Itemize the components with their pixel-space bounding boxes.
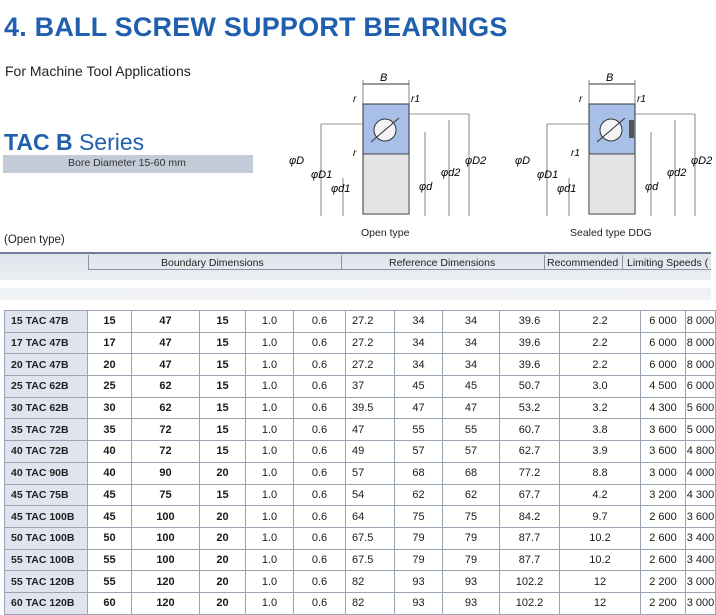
cell-s1: 6 000 bbox=[641, 311, 686, 333]
cell-s1: 2 600 bbox=[641, 527, 686, 549]
header-separator bbox=[544, 255, 545, 269]
cell-d1: 67.5 bbox=[346, 549, 395, 571]
series-suffix: Series bbox=[72, 129, 145, 155]
cell-d: 47 bbox=[132, 354, 200, 376]
series-name: TAC B bbox=[4, 129, 73, 155]
cell-d1: 47 bbox=[346, 419, 395, 441]
table-row bbox=[5, 376, 716, 398]
cell-model: 55 TAC 120B bbox=[5, 571, 88, 593]
open-label-r: r bbox=[353, 94, 357, 105]
cell-model: 40 TAC 72B bbox=[5, 441, 88, 463]
cell-r1: 0.6 bbox=[294, 462, 346, 484]
cell-model: 20 TAC 47B bbox=[5, 354, 88, 376]
table-row bbox=[5, 506, 716, 528]
cell-r: 1.0 bbox=[246, 592, 294, 614]
cell-s1: 6 000 bbox=[641, 354, 686, 376]
cell-d1: 34 bbox=[443, 332, 500, 354]
cell-d: 100 bbox=[132, 506, 200, 528]
cell-s2: 3 000 bbox=[686, 592, 716, 614]
cell-d2: 93 bbox=[395, 592, 443, 614]
cell-d2: 68 bbox=[395, 462, 443, 484]
cell-d2: 87.7 bbox=[500, 527, 560, 549]
table-row bbox=[5, 462, 716, 484]
cell-d1: 79 bbox=[443, 549, 500, 571]
cell-b: 15 bbox=[200, 397, 246, 419]
cell-d2: 45 bbox=[395, 376, 443, 398]
cell-d2: 77.2 bbox=[500, 462, 560, 484]
header-separator bbox=[341, 255, 342, 269]
cell-d1: 55 bbox=[443, 419, 500, 441]
cell-d: 47 bbox=[132, 311, 200, 333]
cell-d2: 39.6 bbox=[500, 311, 560, 333]
cell-d1: 93 bbox=[443, 592, 500, 614]
cell-r1: 0.6 bbox=[294, 311, 346, 333]
cell-d: 62 bbox=[132, 376, 200, 398]
table-row bbox=[5, 419, 716, 441]
sealed-label-b: B bbox=[606, 72, 614, 84]
cell-rec: 12 bbox=[560, 571, 641, 593]
header-recommended: Recommended bbox=[547, 257, 619, 269]
cell-d: 45 bbox=[88, 484, 132, 506]
cell-r: 1.0 bbox=[246, 527, 294, 549]
cell-d2: 50.7 bbox=[500, 376, 560, 398]
cell-b: 20 bbox=[200, 506, 246, 528]
cell-d1: 57 bbox=[346, 462, 395, 484]
cell-s2: 5 600 bbox=[686, 397, 716, 419]
cell-d: 20 bbox=[88, 354, 132, 376]
cell-b: 20 bbox=[200, 549, 246, 571]
cell-rec: 3.2 bbox=[560, 397, 641, 419]
cell-s1: 2 600 bbox=[641, 549, 686, 571]
bore-range-text: Bore Diameter 15-60 mm bbox=[68, 157, 186, 169]
sealed-label-d1-inner: φd1 bbox=[557, 183, 577, 195]
cell-d1: 75 bbox=[443, 506, 500, 528]
cell-s1: 3 200 bbox=[641, 484, 686, 506]
sealed-type-caption: Sealed type DDG bbox=[570, 227, 652, 239]
cell-d1: 57 bbox=[443, 441, 500, 463]
cell-s2: 3 400 bbox=[686, 549, 716, 571]
cell-d: 45 bbox=[88, 506, 132, 528]
header-boundary-dimensions: Boundary Dimensions bbox=[161, 257, 264, 269]
cell-d: 50 bbox=[88, 527, 132, 549]
cell-b: 15 bbox=[200, 419, 246, 441]
table-row bbox=[5, 332, 716, 354]
cell-d2: 53.2 bbox=[500, 397, 560, 419]
cell-model: 60 TAC 120B bbox=[5, 592, 88, 614]
cell-r1: 0.6 bbox=[294, 419, 346, 441]
cell-d1: 47 bbox=[443, 397, 500, 419]
open-type-diagram bbox=[289, 72, 486, 216]
cell-model: 50 TAC 100B bbox=[5, 527, 88, 549]
cell-d2: 79 bbox=[395, 549, 443, 571]
cell-d2: 87.7 bbox=[500, 549, 560, 571]
cell-b: 15 bbox=[200, 484, 246, 506]
cell-r: 1.0 bbox=[246, 571, 294, 593]
cell-d: 90 bbox=[132, 462, 200, 484]
open-type-caption: Open type bbox=[361, 227, 410, 239]
table-header bbox=[0, 252, 711, 300]
cell-r: 1.0 bbox=[246, 311, 294, 333]
cell-s1: 6 000 bbox=[641, 332, 686, 354]
cell-b: 15 bbox=[200, 311, 246, 333]
bearing-diagrams bbox=[285, 68, 711, 243]
cell-s2: 6 000 bbox=[686, 376, 716, 398]
cell-r1: 0.6 bbox=[294, 571, 346, 593]
cell-d1: 39.5 bbox=[346, 397, 395, 419]
cell-d2: 55 bbox=[395, 419, 443, 441]
open-type-note: (Open type) bbox=[4, 234, 65, 246]
cell-d2: 47 bbox=[395, 397, 443, 419]
cell-d1: 27.2 bbox=[346, 332, 395, 354]
table-row bbox=[5, 441, 716, 463]
cell-d2: 39.6 bbox=[500, 332, 560, 354]
cell-d1: 62 bbox=[443, 484, 500, 506]
cell-r: 1.0 bbox=[246, 419, 294, 441]
cell-model: 25 TAC 62B bbox=[5, 376, 88, 398]
cell-d2: 93 bbox=[395, 571, 443, 593]
open-label-d1-inner: φd1 bbox=[331, 183, 351, 195]
cell-rec: 10.2 bbox=[560, 527, 641, 549]
cell-d: 72 bbox=[132, 419, 200, 441]
cell-d1: 37 bbox=[346, 376, 395, 398]
sealed-label-r: r bbox=[579, 94, 583, 105]
cell-s2: 8 000 bbox=[686, 311, 716, 333]
cell-b: 20 bbox=[200, 462, 246, 484]
cell-d2: 39.6 bbox=[500, 354, 560, 376]
cell-d2: 34 bbox=[395, 311, 443, 333]
cell-r: 1.0 bbox=[246, 549, 294, 571]
cell-model: 15 TAC 47B bbox=[5, 311, 88, 333]
cell-r: 1.0 bbox=[246, 484, 294, 506]
cell-r: 1.0 bbox=[246, 376, 294, 398]
cell-d: 55 bbox=[88, 571, 132, 593]
bearing-table bbox=[4, 310, 716, 615]
cell-d: 15 bbox=[88, 311, 132, 333]
cell-s1: 3 000 bbox=[641, 462, 686, 484]
cell-rec: 8.8 bbox=[560, 462, 641, 484]
cell-d2: 84.2 bbox=[500, 506, 560, 528]
cell-d1: 27.2 bbox=[346, 311, 395, 333]
cell-model: 35 TAC 72B bbox=[5, 419, 88, 441]
sealed-label-r1-lower: r1 bbox=[571, 148, 580, 159]
cell-r: 1.0 bbox=[246, 462, 294, 484]
cell-s2: 5 000 bbox=[686, 419, 716, 441]
open-label-d2-outer: φD2 bbox=[465, 155, 487, 167]
header-fade-band bbox=[0, 280, 711, 288]
cell-d1: 93 bbox=[443, 571, 500, 593]
cell-rec: 9.7 bbox=[560, 506, 641, 528]
table-row bbox=[5, 571, 716, 593]
header-separator bbox=[88, 255, 89, 269]
table-body bbox=[5, 311, 716, 615]
sealed-label-d1-outer: φD1 bbox=[537, 169, 559, 181]
cell-d: 120 bbox=[132, 592, 200, 614]
cell-r1: 0.6 bbox=[294, 354, 346, 376]
cell-s1: 4 500 bbox=[641, 376, 686, 398]
cell-model: 30 TAC 62B bbox=[5, 397, 88, 419]
cell-s1: 3 600 bbox=[641, 441, 686, 463]
cell-d2: 75 bbox=[395, 506, 443, 528]
cell-r1: 0.6 bbox=[294, 592, 346, 614]
cell-d: 62 bbox=[132, 397, 200, 419]
cell-s1: 3 600 bbox=[641, 419, 686, 441]
cell-r: 1.0 bbox=[246, 441, 294, 463]
cell-r1: 0.6 bbox=[294, 549, 346, 571]
cell-r1: 0.6 bbox=[294, 441, 346, 463]
cell-r1: 0.6 bbox=[294, 332, 346, 354]
cell-r1: 0.6 bbox=[294, 484, 346, 506]
table-row bbox=[5, 354, 716, 376]
cell-d1: 67.5 bbox=[346, 527, 395, 549]
cell-d1: 34 bbox=[443, 311, 500, 333]
cell-d1: 64 bbox=[346, 506, 395, 528]
cell-d: 100 bbox=[132, 527, 200, 549]
cell-rec: 3.0 bbox=[560, 376, 641, 398]
open-label-d-outer: φD bbox=[289, 155, 305, 167]
cell-d: 40 bbox=[88, 441, 132, 463]
cell-d2: 60.7 bbox=[500, 419, 560, 441]
cell-d: 72 bbox=[132, 441, 200, 463]
header-separator bbox=[622, 255, 623, 269]
cell-b: 20 bbox=[200, 571, 246, 593]
cell-d1: 68 bbox=[443, 462, 500, 484]
cell-s2: 4 800 bbox=[686, 441, 716, 463]
sealed-label-d2-outer: φD2 bbox=[691, 155, 713, 167]
cell-d: 35 bbox=[88, 419, 132, 441]
cell-d1: 82 bbox=[346, 571, 395, 593]
cell-d2: 62.7 bbox=[500, 441, 560, 463]
cell-s1: 2 200 bbox=[641, 592, 686, 614]
cell-rec: 2.2 bbox=[560, 332, 641, 354]
table-row bbox=[5, 397, 716, 419]
cell-d1: 82 bbox=[346, 592, 395, 614]
cell-d1: 45 bbox=[443, 376, 500, 398]
cell-d: 100 bbox=[132, 549, 200, 571]
cell-model: 45 TAC 100B bbox=[5, 506, 88, 528]
sealed-label-d2: φd2 bbox=[667, 167, 687, 179]
cell-d1: 27.2 bbox=[346, 354, 395, 376]
cell-s2: 3 400 bbox=[686, 527, 716, 549]
series-title bbox=[4, 129, 144, 156]
open-label-d: φd bbox=[419, 181, 433, 193]
cell-b: 15 bbox=[200, 354, 246, 376]
table-row bbox=[5, 592, 716, 614]
table-row bbox=[5, 484, 716, 506]
cell-r1: 0.6 bbox=[294, 376, 346, 398]
open-label-r-lower: r bbox=[353, 148, 357, 159]
cell-d: 120 bbox=[132, 571, 200, 593]
cell-r1: 0.6 bbox=[294, 506, 346, 528]
cell-d2: 34 bbox=[395, 354, 443, 376]
cell-model: 55 TAC 100B bbox=[5, 549, 88, 571]
cell-rec: 2.2 bbox=[560, 354, 641, 376]
sealed-label-d: φd bbox=[645, 181, 659, 193]
cell-d2: 102.2 bbox=[500, 571, 560, 593]
open-label-d2: φd2 bbox=[441, 167, 461, 179]
cell-d2: 62 bbox=[395, 484, 443, 506]
cell-r: 1.0 bbox=[246, 332, 294, 354]
cell-s1: 2 200 bbox=[641, 571, 686, 593]
header-reference-dimensions: Reference Dimensions bbox=[389, 257, 496, 269]
cell-d: 30 bbox=[88, 397, 132, 419]
cell-s2: 3 600 bbox=[686, 506, 716, 528]
cell-rec: 3.8 bbox=[560, 419, 641, 441]
cell-d1: 79 bbox=[443, 527, 500, 549]
cell-r1: 0.6 bbox=[294, 397, 346, 419]
cell-rec: 10.2 bbox=[560, 549, 641, 571]
cell-d2: 67.7 bbox=[500, 484, 560, 506]
cell-r: 1.0 bbox=[246, 397, 294, 419]
cell-d1: 54 bbox=[346, 484, 395, 506]
cell-d: 40 bbox=[88, 462, 132, 484]
cell-d: 75 bbox=[132, 484, 200, 506]
cell-s2: 4 000 bbox=[686, 462, 716, 484]
page-subtitle: For Machine Tool Applications bbox=[5, 63, 191, 79]
cell-d: 25 bbox=[88, 376, 132, 398]
table-row bbox=[5, 311, 716, 333]
table-row bbox=[5, 527, 716, 549]
cell-d: 47 bbox=[132, 332, 200, 354]
sealed-type-diagram bbox=[515, 72, 712, 216]
cell-model: 17 TAC 47B bbox=[5, 332, 88, 354]
cell-r: 1.0 bbox=[246, 354, 294, 376]
header-group-rule bbox=[88, 269, 711, 270]
sealed-label-r1: r1 bbox=[637, 94, 646, 105]
cell-s1: 2 600 bbox=[641, 506, 686, 528]
cell-rec: 2.2 bbox=[560, 311, 641, 333]
page-title: 4. BALL SCREW SUPPORT BEARINGS bbox=[4, 12, 508, 42]
cell-s2: 8 000 bbox=[686, 332, 716, 354]
cell-s2: 8 000 bbox=[686, 354, 716, 376]
open-label-r1: r1 bbox=[411, 94, 420, 105]
cell-d1: 49 bbox=[346, 441, 395, 463]
cell-d2: 102.2 bbox=[500, 592, 560, 614]
cell-b: 15 bbox=[200, 332, 246, 354]
cell-d: 17 bbox=[88, 332, 132, 354]
cell-rec: 4.2 bbox=[560, 484, 641, 506]
cell-b: 20 bbox=[200, 592, 246, 614]
table-row bbox=[5, 549, 716, 571]
cell-d: 55 bbox=[88, 549, 132, 571]
cell-b: 20 bbox=[200, 527, 246, 549]
cell-model: 45 TAC 75B bbox=[5, 484, 88, 506]
cell-s1: 4 300 bbox=[641, 397, 686, 419]
sealed-label-d-outer: φD bbox=[515, 155, 531, 167]
cell-b: 15 bbox=[200, 441, 246, 463]
cell-r: 1.0 bbox=[246, 506, 294, 528]
cell-s2: 3 000 bbox=[686, 571, 716, 593]
cell-b: 15 bbox=[200, 376, 246, 398]
header-limiting-speeds: Limiting Speeds ( bbox=[627, 257, 709, 269]
cell-rec: 12 bbox=[560, 592, 641, 614]
header-top-rule bbox=[0, 252, 711, 254]
cell-s2: 4 300 bbox=[686, 484, 716, 506]
cell-d1: 34 bbox=[443, 354, 500, 376]
cell-r1: 0.6 bbox=[294, 527, 346, 549]
cell-d: 60 bbox=[88, 592, 132, 614]
open-label-d1-outer: φD1 bbox=[311, 169, 333, 181]
cell-rec: 3.9 bbox=[560, 441, 641, 463]
cell-d2: 79 bbox=[395, 527, 443, 549]
cell-d2: 57 bbox=[395, 441, 443, 463]
open-label-b: B bbox=[380, 72, 388, 84]
cell-model: 40 TAC 90B bbox=[5, 462, 88, 484]
cell-d2: 34 bbox=[395, 332, 443, 354]
